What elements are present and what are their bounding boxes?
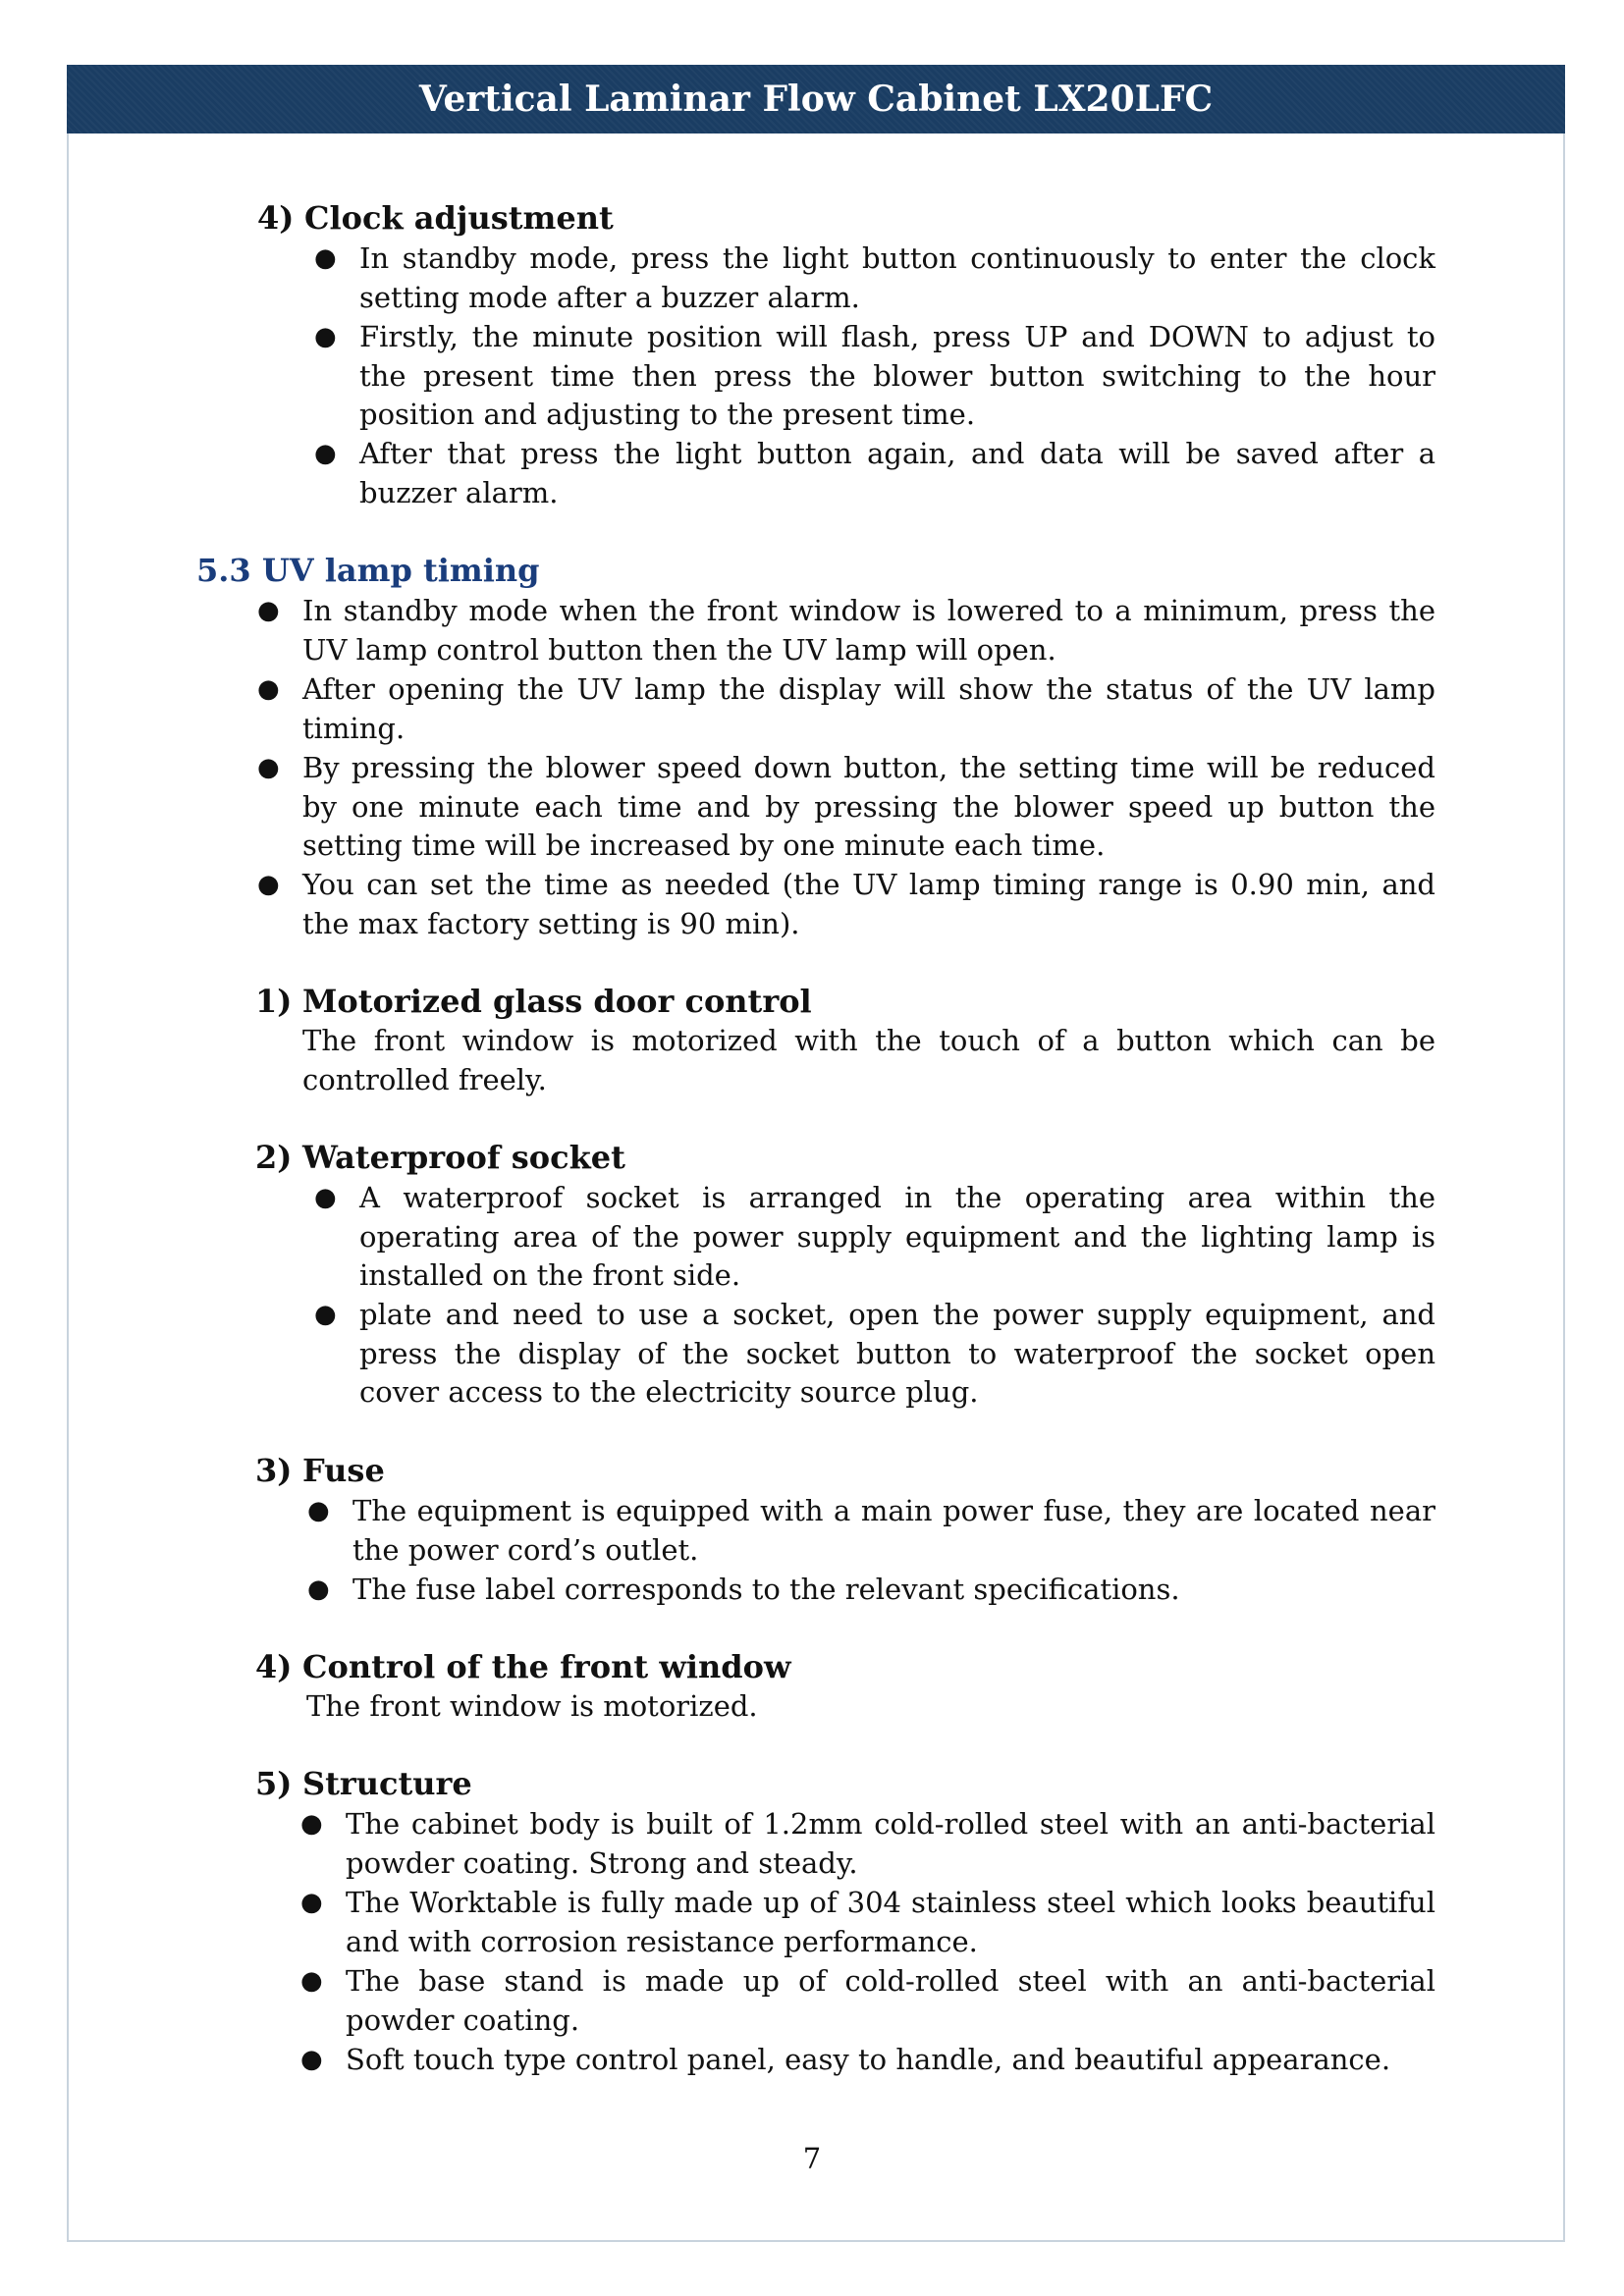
clock-heading: 4) Clock adjustment bbox=[257, 199, 614, 237]
document-title: Vertical Laminar Flow Cabinet LX20LFC bbox=[418, 79, 1214, 120]
bullet-icon: ● bbox=[257, 596, 280, 625]
list-item: ● The base stand is made up of cold-rolled steel with an anti-bacterial powder coating. bbox=[300, 1964, 1435, 2037]
fuse-heading: 3) Fuse bbox=[255, 1452, 385, 1489]
list-item: ● The equipment is equipped with a main power fuse, they are located near the power cord’s outlet. bbox=[307, 1494, 1435, 1567]
socket-heading: 2) Waterproof socket bbox=[255, 1139, 625, 1176]
section-heading-uv: 5.3 UV lamp timing bbox=[196, 552, 540, 589]
motor-heading: 1) Motorized glass door control bbox=[255, 983, 812, 1020]
list-item: ● In standby mode, press the light button continuously to enter the clock setting mode after a buzzer alarm. bbox=[314, 241, 1435, 314]
page-number: 7 bbox=[802, 2142, 822, 2175]
bullet-icon: ● bbox=[314, 439, 337, 468]
bullet-icon: ● bbox=[307, 1575, 330, 1604]
list-item: ● A waterproof socket is arranged in the operating area within the operating area of the power supply equipment and the lighting lamp is installed on the front side. bbox=[314, 1181, 1435, 1292]
bullet-icon: ● bbox=[307, 1496, 330, 1525]
bullet-icon: ● bbox=[300, 1809, 323, 1839]
list-item: ● By pressing the blower speed down button, the setting time will be reduced by one minute each time and by pressing the blower speed up button the setting time will be increased by one minute each time. bbox=[257, 751, 1435, 862]
list-item: ● The cabinet body is built of 1.2mm cold-rolled steel with an anti-bacterial powder coating. Strong and steady. bbox=[300, 1807, 1435, 1880]
bullet-icon: ● bbox=[300, 2045, 323, 2074]
list-item: ● You can set the time as needed (the UV lamp timing range is 0.90 min, and the max factory setting is 90 min). bbox=[257, 868, 1435, 940]
list-item: ● Firstly, the minute position will flash, press UP and DOWN to adjust to the present time then press the blower button switching to the hour position and adjusting to the present time. bbox=[314, 320, 1435, 431]
list-item: ● The fuse label corresponds to the relevant specifications. bbox=[352, 1571, 1435, 1610]
bullet-icon: ● bbox=[257, 753, 280, 782]
structure-heading: 5) Structure bbox=[255, 1765, 472, 1802]
bullet-icon: ● bbox=[314, 1183, 337, 1212]
bullet-icon: ● bbox=[314, 322, 337, 351]
bullet-icon: ● bbox=[257, 870, 280, 899]
front-window-heading: 4) Control of the front window bbox=[255, 1648, 791, 1685]
list-item: ● After opening the UV lamp the display will show the status of the UV lamp timing. bbox=[257, 672, 1435, 745]
bullet-icon: ● bbox=[257, 674, 280, 704]
bullet-icon: ● bbox=[314, 243, 337, 273]
list-item: ● After that press the light button again, and data will be saved after a buzzer alarm. bbox=[314, 437, 1435, 509]
list-item: ● Soft touch type control panel, easy to handle, and beautiful appearance. bbox=[346, 2041, 1435, 2080]
list-item: ● The Worktable is fully made up of 304 stainless steel which looks beautiful and with corrosion resistance performance. bbox=[300, 1886, 1435, 1958]
document-header bbox=[67, 65, 1565, 133]
list-item: ● In standby mode when the front window is lowered to a minimum, press the UV lamp control button then the UV lamp will open. bbox=[257, 594, 1435, 667]
bullet-icon: ● bbox=[300, 1888, 323, 1917]
motor-text: The front window is motorized with the touch of a button which can be controlled freely. bbox=[302, 1024, 1435, 1096]
front-window-text: The front window is motorized. bbox=[306, 1689, 758, 1723]
bullet-icon: ● bbox=[314, 1300, 337, 1329]
list-item: ● plate and need to use a socket, open the power supply equipment, and press the display of the socket button to waterproof the socket open cover access to the electricity source plug. bbox=[314, 1298, 1435, 1409]
bullet-icon: ● bbox=[300, 1966, 323, 1996]
